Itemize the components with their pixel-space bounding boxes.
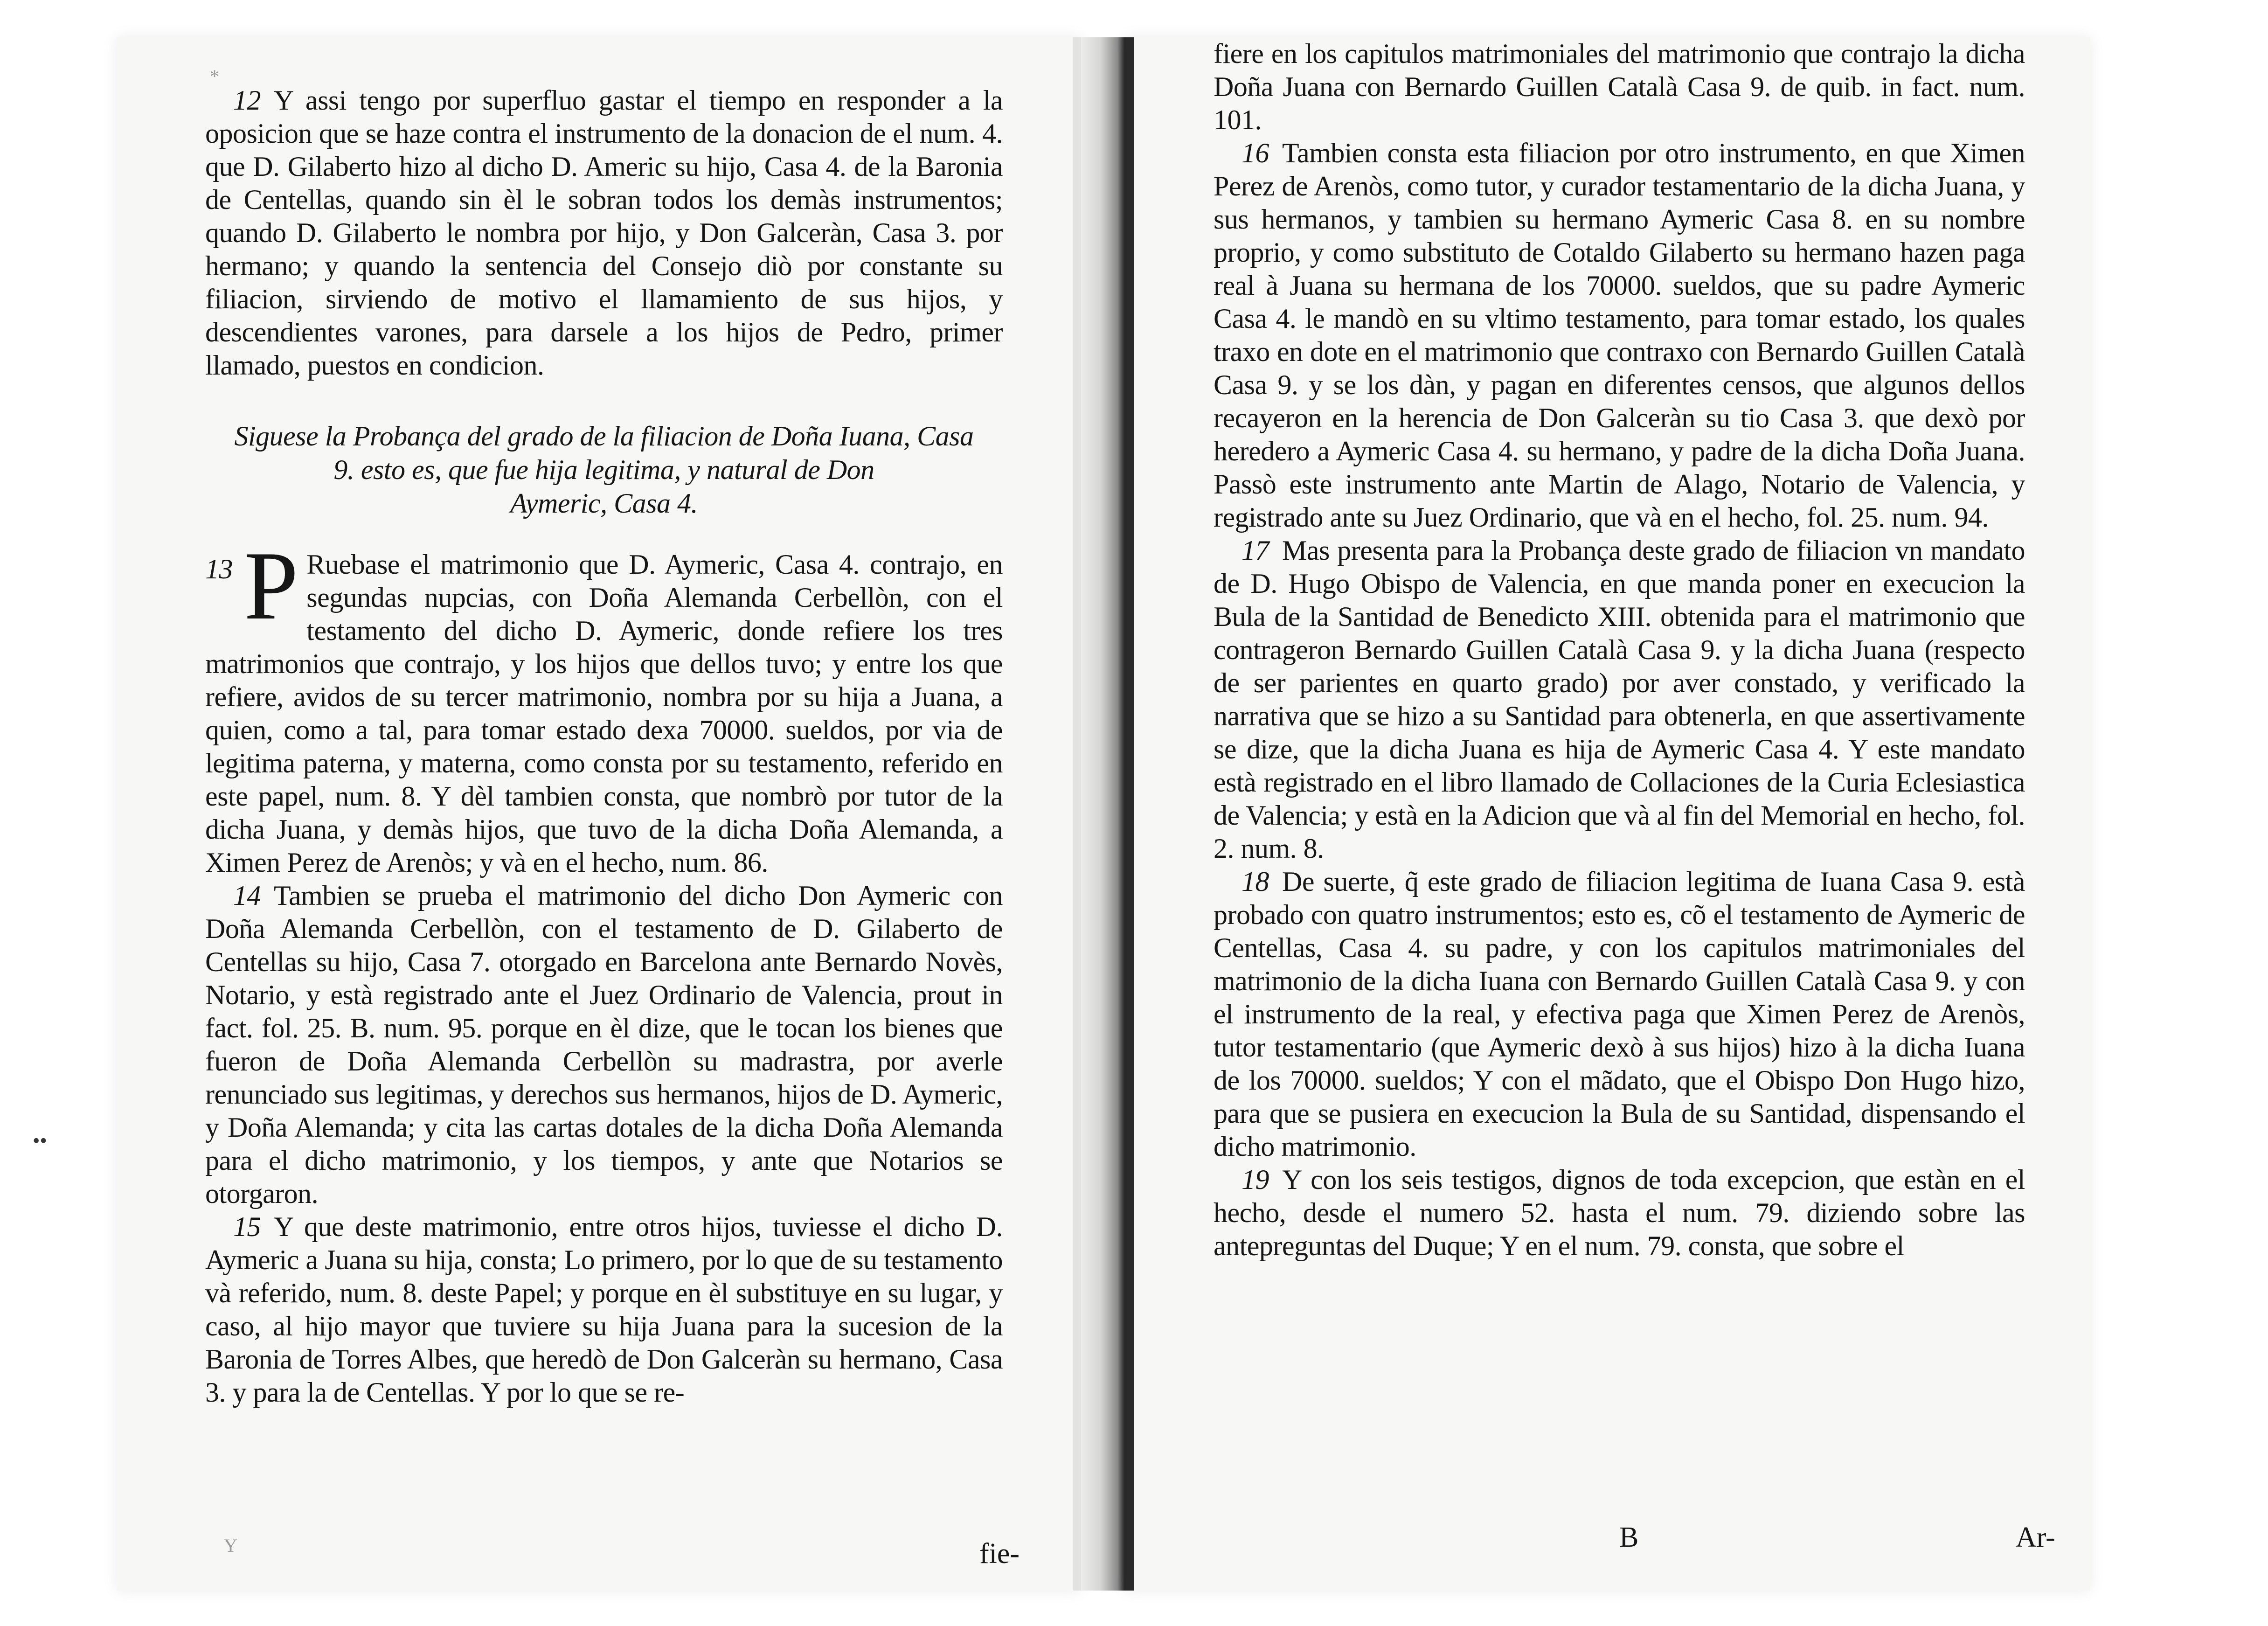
section-heading [205, 419, 1003, 520]
paragraph-17 [1214, 534, 2025, 865]
margin-mark: •• [33, 1129, 47, 1152]
catchword: fie- [979, 1538, 1020, 1570]
paragraph-14 [205, 879, 1003, 1210]
right-page-text [1214, 37, 2025, 1263]
paragraph-15-continued: fiere en los capitulos matrimoniales del matrimonio que contrajo la dicha Doña Juana con Bernardo Guillen Català Casa 9. de quib. in fact. num. 101. [1214, 38, 2025, 135]
paragraph-text: Y que deste matrimonio, entre otros hijos, tuviesse el dicho D. Aymeric a Juana su hija, consta; Lo primero, por lo que de su testamento và referido, num. 8. deste Papel; y porque en èl substituye en su lugar, y caso, al hijo mayor que tuviere su hija Juana para la sucesion de la Baronia de Torres Albes, que heredò de Don Galceràn su hermano, Casa 3. y para la de Centellas. Y por lo que se re- [205, 1211, 1003, 1408]
paragraph-18 [1214, 865, 2025, 1163]
paragraph-text: Tambien consta esta filiacion por otro instrumento, en que Ximen Perez de Arenòs, como tutor, y curador testamentario de la dicha Juana, y sus hermanos, y tambien su hermano Aymeric Casa 8. en su nombre proprio, y como substituto de Cotaldo Gilaberto su hermano hazen paga real à Juana su hermana de los 70000. sueldos, que su padre Aymeric Casa 4. le mandò en su vltimo testamento, para tomar estado, los quales traxo en dote en el matrimonio que contraxo con Bernardo Guillen Català Casa 9. y se los dàn, y pagan en diferentes censos, que algunos dellos recayeron en la herencia de Don Galceràn su tio Casa 3. que dexò por heredero a Aymeric Casa 4. su hermano, y padre de la dicha Doña Juana. Passò este instrumento ante Martin de Alago, Notario de Valencia, y registrado ante su Juez Ordinario, que và en el hecho, fol. 25. num. 94. [1214, 138, 2025, 533]
paragraph-text: Tambien se prueba el matrimonio del dicho Don Aymeric con Doña Alemanda Cerbellòn, con el testamento de D. Gilaberto de Centellas su hijo, Casa 7. otorgado en Barcelona ante Bernardo Novès, Notario, y està registrado ante el Juez Ordinario de Valencia, prout in fact. fol. 25. B. num. 95. porque en èl dize, que le tocan los bienes que fueron de Doña Alemanda Cerbellòn su madrastra, por averle renunciado sus legitimas, y derechos sus hermanos, hijos de D. Aymeric, y Doña Alemanda; y cita las cartas dotales de la dicha Doña Alemanda para el dicho matrimonio, y los tiempos, y ante que Notarios se otorgaron. [205, 880, 1003, 1209]
ink-mark: * [210, 66, 219, 87]
left-page [33, 37, 1081, 1591]
heading-line-3: Aymeric, Casa 4. [510, 488, 698, 519]
paragraph-text: Y con los seis testigos, dignos de toda excepcion, que estàn en el hecho, desde el numero 52. hasta el num. 79. diziendo sobre las antepreguntas del Duque; Y en el num. 79. consta, que sobre el [1214, 1164, 2025, 1261]
paragraph-number: 17 [1242, 535, 1269, 566]
paragraph-text: Y assi tengo por superfluo gastar el tiempo en responder a la oposicion que se haze contra el instrumento de la donacion de el num. 4. que D. Gilaberto hizo al dicho D. Americ su hijo, Casa 4. de la Baronia de Centellas, quando sin èl le sobran todos los demàs instrumentos; quando D. Gilaberto le nombra por hijo, y Don Galceràn, Casa 3. por hermano; y quando la sentencia del Consejo diò por constante su filiacion, sirviendo de motivo el llamamiento de sus hijos, y descendientes varones, para darsele a los hijos de Pedro, primer llamado, puestos en condicion. [205, 85, 1003, 381]
book-gutter [1081, 37, 1124, 1591]
paragraph-text: Mas presenta para la Probança deste grado de filiacion vn mandato de D. Hugo Obispo de Valencia, en que manda poner en execucion la Bula de la Santidad de Benedicto XIII. obtenida para el matrimonio que contrageron Bernardo Guillen Català Casa 9. y la dicha Juana (respecto de ser parientes en quarto grado) por aver constado, y verificado la narrativa que se hizo a su Santidad para obtenerla, en que assertivamente se dize, que la dicha Juana es hija de Aymeric Casa 4. Y este mandato està registrado en el libro llamado de Collaciones de la Curia Eclesiastica de Valencia; y està en la Adicion que và al fin del Memorial en hecho, fol. 2. num. 8. [1214, 535, 2025, 864]
paragraph-16 [1214, 137, 2025, 534]
paragraph-19 [1214, 1163, 2025, 1263]
left-page-text [205, 84, 1003, 1409]
catchword: Ar- [2016, 1522, 2055, 1553]
drop-cap: P [244, 532, 298, 640]
paragraph-text: Ruebase el matrimonio que D. Aymeric, Casa 4. contrajo, en segundas nupcias, con Doña Alemanda Cerbellòn, con el testamento del dicho D. Aymeric, donde refiere los tres matrimonios que contrajo, y los hijos que dellos tuvo; y entre los que refiere, avidos de su tercer matrimonio, nombra por su hija a Juana, a quien, como a tal, para tomar estado dexa 70000. sueldos, por via de legitima paterna, y materna, como consta por su testamento, referido en este papel, num. 8. Y dèl tambien consta, que nombrò por tutor de la dicha Juana, y demàs hijos, que tuvo de la dicha Doña Alemanda, a Ximen Perez de Arenòs; y và en el hecho, num. 86. [205, 549, 1003, 878]
signature-mark: B [1619, 1522, 1639, 1553]
paragraph-number: 19 [1242, 1164, 1269, 1195]
paragraph-13 [205, 532, 1003, 879]
paragraph-number: 18 [1242, 866, 1269, 897]
paragraph-number: 14 [233, 880, 261, 911]
paragraph-number: 12 [233, 85, 261, 116]
heading-line-1: Siguese la Probança del grado de la filiacion de Doña Iuana, Casa [234, 421, 974, 452]
ink-mark: Y [224, 1535, 237, 1556]
right-page [1124, 37, 2090, 1591]
heading-line-2: 9. esto es, que fue hija legitima, y natural de Don [333, 454, 874, 485]
paragraph-number: 16 [1242, 138, 1269, 168]
paragraph-12 [205, 84, 1003, 382]
paragraph-15 [205, 1210, 1003, 1409]
paragraph-number: 15 [233, 1211, 261, 1242]
paragraph-number: 13 [205, 554, 233, 584]
paragraph-text: De suerte, q̃ este grado de filiacion legitima de Iuana Casa 9. està probado con quatro instrumentos; esto es, cõ el testamento de Aymeric de Centellas, Casa 4. su padre, y con los capitulos matrimoniales del matrimonio de la dicha Iuana con Bernardo Guillen Català Casa 9. y con el instrumento de la real, y efectiva paga que Ximen Perez de Arenòs, tutor testamentario (que Aymeric dexò à sus hijos) hizo à la dicha Iuana de los 70000. sueldos; Y con el mãdato, que el Obispo Don Hugo hizo, para que se pusiera en execucion la Bula de su Santidad, dispensando el dicho matrimonio. [1214, 866, 2025, 1162]
